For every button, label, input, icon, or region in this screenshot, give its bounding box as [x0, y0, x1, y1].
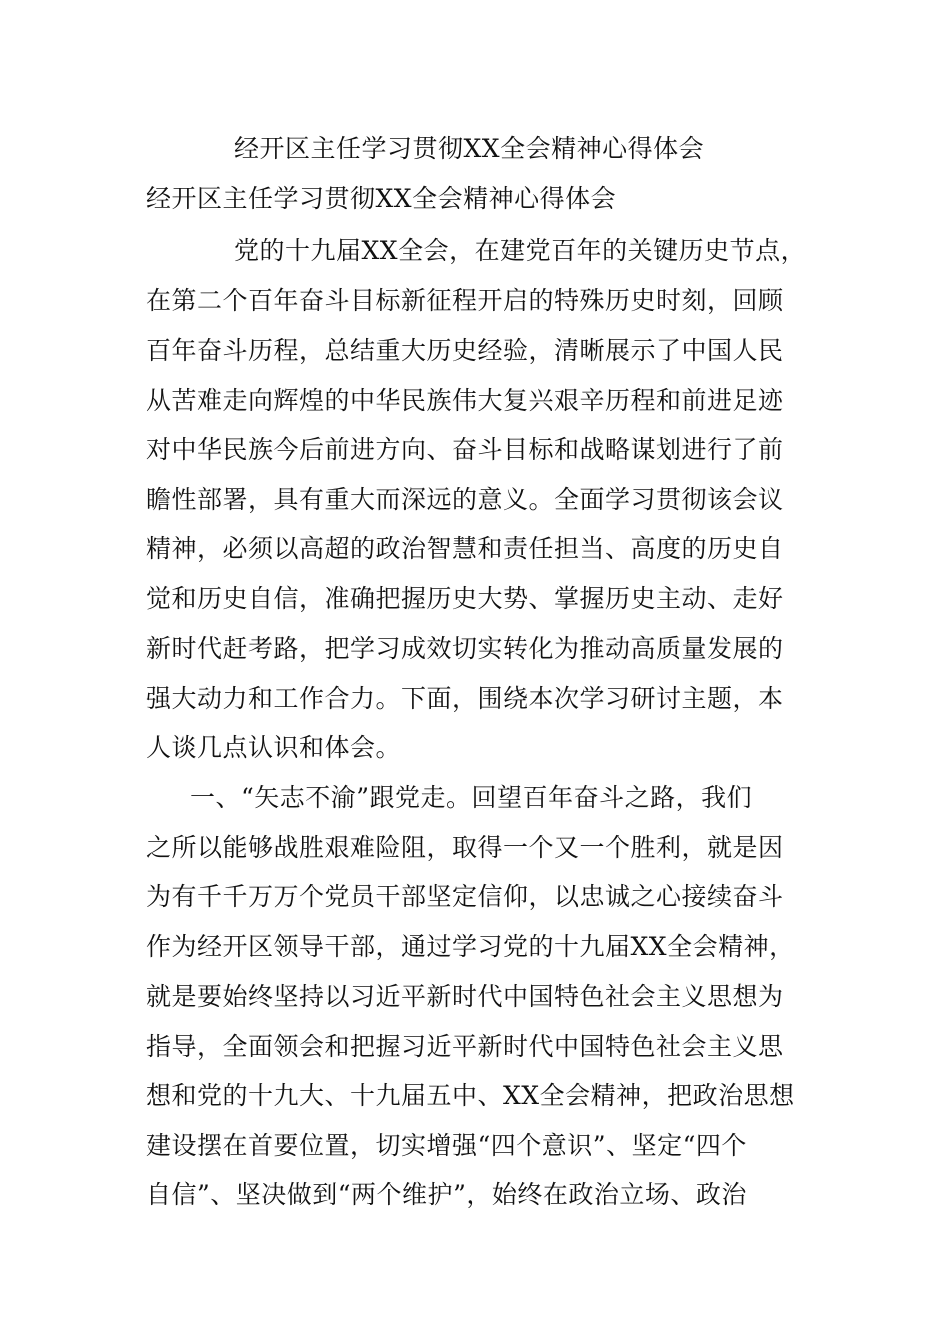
document-subtitle: 经开区主任学习贯彻XX全会精神心得体会: [146, 184, 617, 213]
paragraph-line: 百年奋斗历程，总结重大历史经验，清晰展示了中国人民: [146, 336, 784, 365]
paragraph-line: 瞻性部署，具有重大而深远的意义。全面学习贯彻该会议: [146, 485, 784, 514]
paragraph-line: 对中华民族今后前进方向、奋斗目标和战略谋划进行了前: [146, 435, 784, 464]
paragraph-line: 精神，必须以高超的政治智慧和责任担当、高度的历史自: [146, 534, 784, 563]
paragraph-line: 从苦难走向辉煌的中华民族伟大复兴艰辛历程和前进足迹: [146, 386, 784, 415]
paragraph-line: 新时代赶考路，把学习成效切实转化为推动高质量发展的: [146, 634, 784, 663]
document-title: 经开区主任学习贯彻XX全会精神心得体会: [234, 134, 705, 163]
paragraph-line: 作为经开区领导干部，通过学习党的十九届XX全会精神，: [146, 932, 795, 961]
paragraph-line: 为有千千万万个党员干部坚定信仰，以忠诚之心接续奋斗: [146, 882, 784, 911]
paragraph-line: 人谈几点认识和体会。: [146, 733, 402, 762]
paragraph-line: 就是要始终坚持以习近平新时代中国特色社会主义思想为: [146, 982, 784, 1011]
paragraph-line: 建设摆在首要位置，切实增强“四个意识”、坚定“四个: [146, 1131, 747, 1160]
paragraph-line: 觉和历史自信，准确把握历史大势、掌握历史主动、走好: [146, 584, 784, 613]
paragraph-line: 指导，全面领会和把握习近平新时代中国特色社会主义思: [146, 1032, 784, 1061]
paragraph-line: 强大动力和工作合力。下面，围绕本次学习研讨主题，本: [146, 684, 784, 713]
paragraph-line: 一、“矢志不渝”跟党走。回望百年奋斗之路，我们: [190, 783, 753, 812]
paragraph-line: 之所以能够战胜艰难险阻，取得一个又一个胜利，就是因: [146, 833, 784, 862]
paragraph-line: 党的十九届XX全会，在建党百年的关键历史节点，: [234, 236, 807, 265]
paragraph-line: 想和党的十九大、十九届五中、XX全会精神，把政治思想: [146, 1081, 795, 1110]
paragraph-line: 在第二个百年奋斗目标新征程开启的特殊历史时刻，回顾: [146, 286, 784, 315]
paragraph-line: 自信”、坚决做到“两个维护”，始终在政治立场、政治: [146, 1180, 747, 1209]
